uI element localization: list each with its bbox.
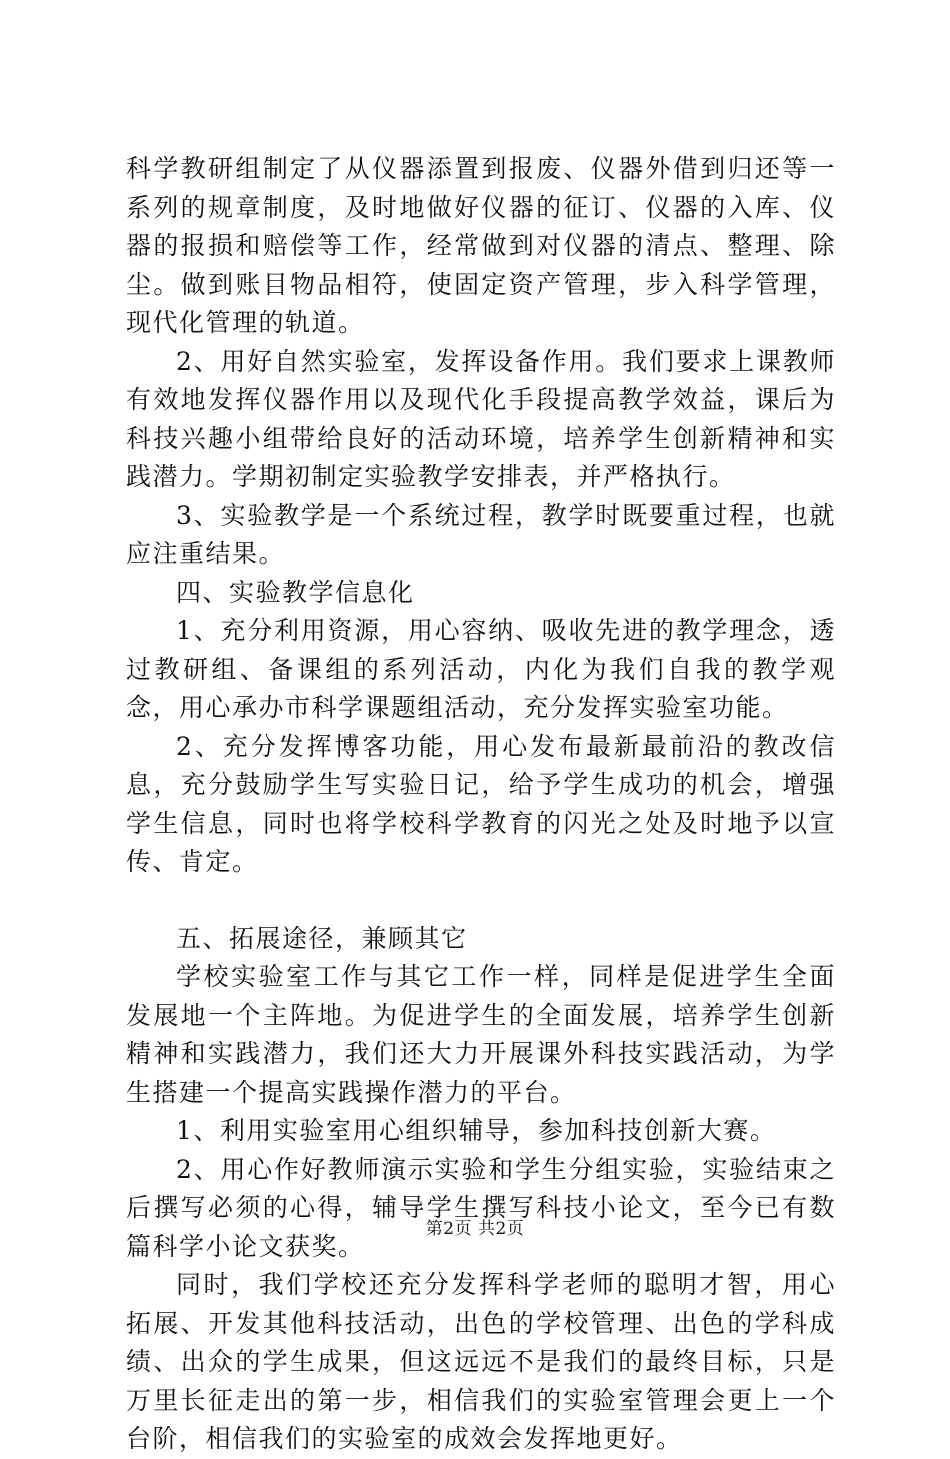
section-heading-expansion: 五、拓展途径，兼顾其它 [176,923,468,953]
paragraph-gap [126,882,836,920]
document-body [126,150,836,1459]
paragraph-equipment-rules: 科学教研组制定了从仪器添置到报废、仪器外借到归还等一系列的规章制度，及时地做好仪器的征订、仪器的入库、仪器的报损和赔偿等工作，经常做到对仪器的清点、整理、除尘。做到账目物品相符，使固定资产管理，步入科学管理，现代化管理的轨道。 [126,154,836,337]
paragraph-conclusion: 同时，我们学校还充分发挥科学老师的聪明才智，用心拓展、开发其他科技活动，出色的学校管理、出色的学科成绩、出众的学生成果，但这远远不是我们的最终目标，只是万里长征走出的第一步，相信我们的实验室管理会更上一个台阶，相信我们的实验室的成效会发挥地更好。 [126,1270,836,1453]
paragraph-lab-use: 2、用好自然实验室，发挥设备作用。我们要求上课教师有效地发挥仪器作用以及现代化手段提高教学效益，课后为科技兴趣小组带给良好的活动环境，培养学生创新精神和实践潜力。学期初制定实验教学安排表，并严格执行。 [126,346,836,491]
paragraph-teaching-process: 3、实验教学是一个系统过程，教学时既要重过程，也就应注重结果。 [126,500,836,568]
page-number-footer: 第2页 共2页 [425,1219,525,1239]
paragraph-experiments: 2、用心作好教师演示实验和学生分组实验，实验结束之后撰写必须的心得，辅导学生撰写科技小论文，至今已有数篇科学小论文获奖。 [126,1154,836,1261]
paragraph-lab-work: 学校实验室工作与其它工作一样，同样是促进学生全面发展地一个主阵地。为促进学生的全面发展，培养学生创新精神和实践潜力，我们还大力开展课外科技实践活动，为学生搭建一个提高实践操作潜力的平台。 [126,962,836,1107]
paragraph-blog: 2、充分发挥博客功能，用心发布最新最前沿的教改信息，充分鼓励学生写实验日记，给予学生成功的机会，增强学生信息，同时也将学校科学教育的闪光之处及时地予以宣传、肯定。 [126,731,836,876]
paragraph-innovation-contest: 1、利用实验室用心组织辅导，参加科技创新大赛。 [176,1116,777,1145]
paragraph-resources: 1、充分利用资源，用心容纳、吸收先进的教学理念，透过教研组、备课组的系列活动，内化为我们自我的教学观念，用心承办市科学课题组活动，充分发挥实验室功能。 [126,616,836,722]
section-heading-informatization: 四、实验教学信息化 [176,577,415,607]
